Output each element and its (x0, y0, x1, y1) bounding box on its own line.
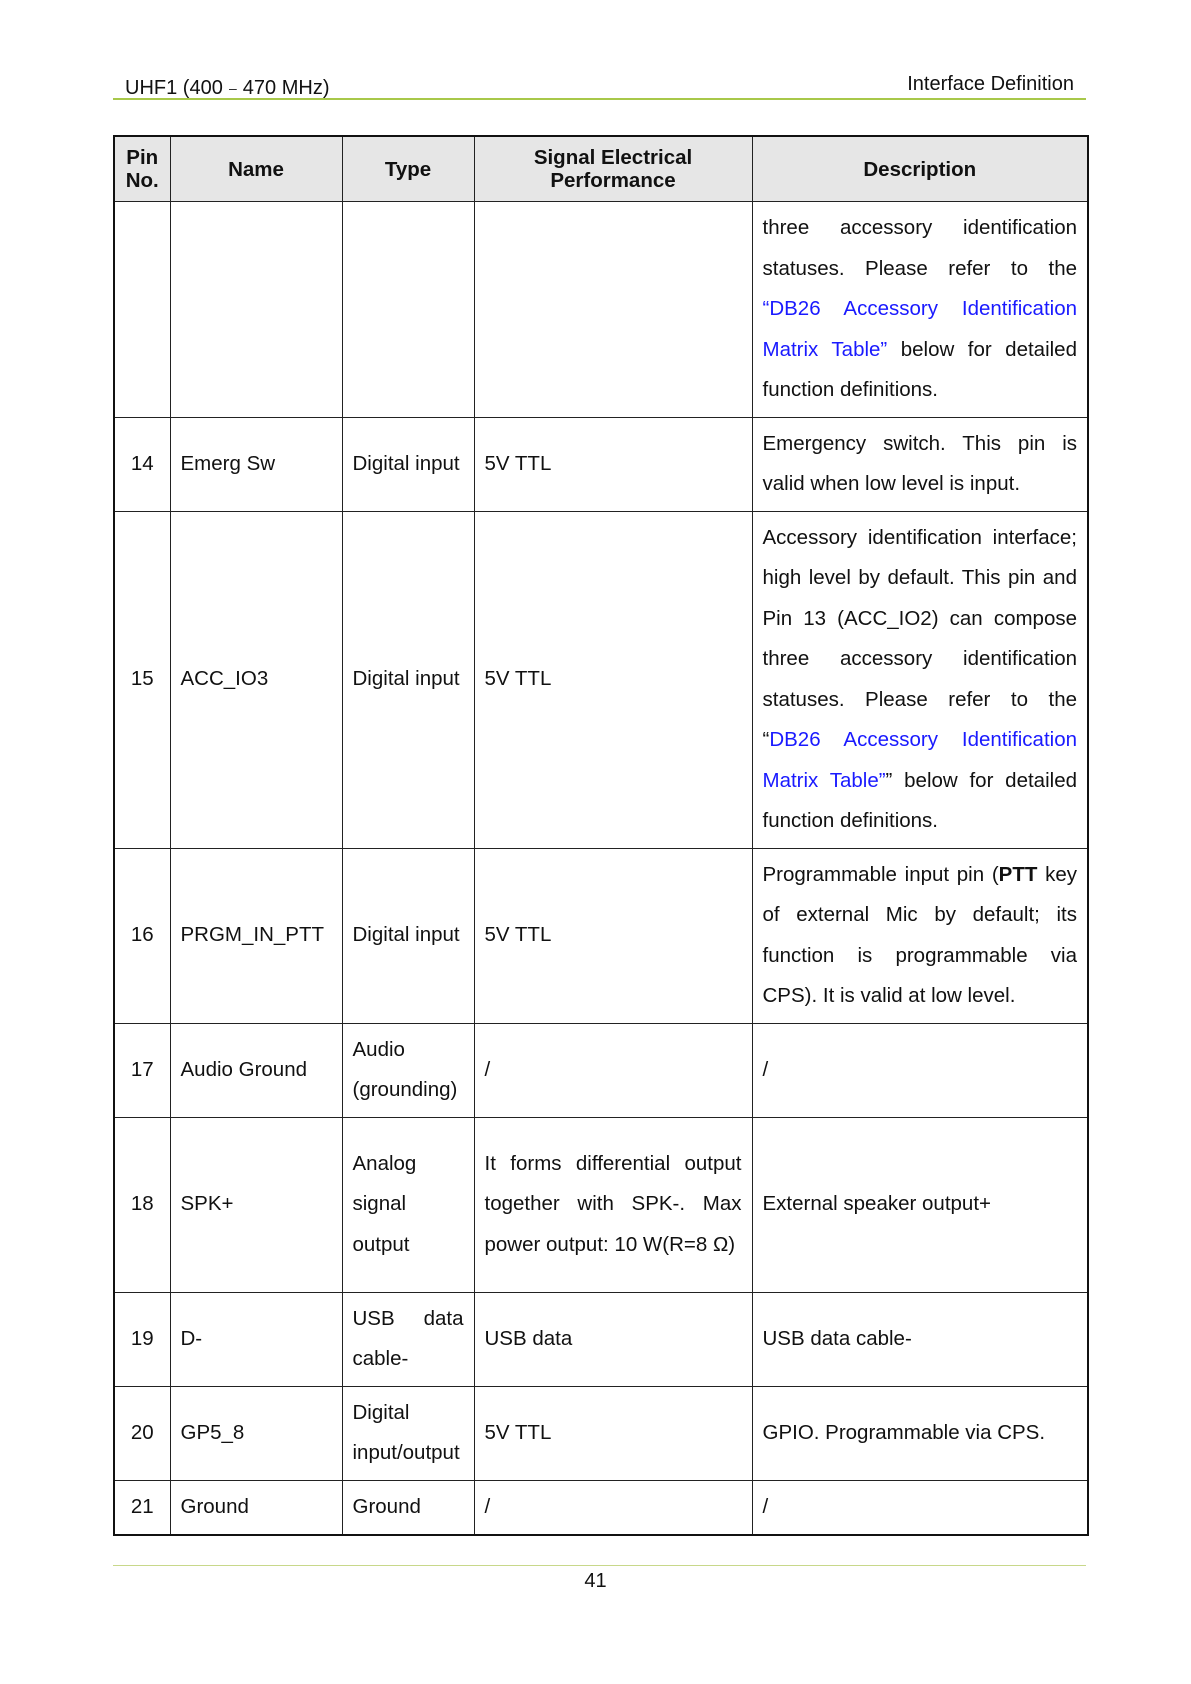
cell-signal: 5V TTL (474, 1386, 752, 1480)
cell-description: Emergency switch. This pin is valid when low level is input. (752, 417, 1088, 511)
matrix-table-link[interactable]: “DB26 Accessory Identification Matrix Table” (762, 297, 1077, 361)
cell-signal: It forms differential output together with SPK-. Max power output: 10 W(R=8 Ω) (474, 1117, 752, 1292)
cell-signal: / (474, 1480, 752, 1535)
cell-description: Programmable input pin (PTT key of external Mic by default; its function is programmable via CPS). It is valid at low level. (752, 848, 1088, 1023)
cell-name: PRGM_IN_PTT (170, 848, 342, 1023)
cell-name: Audio Ground (170, 1023, 342, 1117)
cell-name: SPK+ (170, 1117, 342, 1292)
table-row (114, 1480, 1088, 1535)
cell-name: D- (170, 1292, 342, 1386)
cell-pin: 17 (114, 1023, 170, 1117)
cell-description: External speaker output+ (752, 1117, 1088, 1292)
table-row (114, 511, 1088, 848)
header-section-title: Interface Definition (907, 73, 1074, 95)
table-row (114, 1386, 1088, 1480)
cell-pin: 21 (114, 1480, 170, 1535)
table-row (114, 1292, 1088, 1386)
cell-type: Digital input/output (342, 1386, 474, 1480)
cell-signal: 5V TTL (474, 417, 752, 511)
pin-definition-table (113, 135, 1089, 1536)
cell-type: USB data cable- (342, 1292, 474, 1386)
cell-description: three accessory identification statuses. Please refer to the “DB26 Accessory Identification Matrix Table” below for detailed function definitions. (752, 202, 1088, 418)
ptt-bold-text: PTT (998, 862, 1038, 886)
column-header-name: Name (170, 136, 342, 202)
table-row-continued (114, 202, 1088, 418)
cell-type: Ground (342, 1480, 474, 1535)
header-product-title: UHF1 (400﹣470 MHz) (125, 77, 330, 99)
cell-type: Digital input (342, 417, 474, 511)
column-header-description: Description (752, 136, 1088, 202)
cell-description: USB data cable- (752, 1292, 1088, 1386)
cell-pin: 14 (114, 417, 170, 511)
cell-signal: 5V TTL (474, 511, 752, 848)
cell-description: / (752, 1023, 1088, 1117)
table-row (114, 1117, 1088, 1292)
cell-pin: 16 (114, 848, 170, 1023)
cell-signal: / (474, 1023, 752, 1117)
cell-description: / (752, 1480, 1088, 1535)
cell-name: GP5_8 (170, 1386, 342, 1480)
table-header-row (114, 136, 1088, 202)
cell-pin: 20 (114, 1386, 170, 1480)
footer-divider (113, 1565, 1086, 1566)
cell-type: Digital input (342, 848, 474, 1023)
cell-name: ACC_IO3 (170, 511, 342, 848)
page-number: 41 (584, 1570, 607, 1592)
column-header-type: Type (342, 136, 474, 202)
matrix-table-link[interactable]: DB26 Accessory Identification Matrix Table” (762, 728, 1077, 792)
cell-description: Accessory identification interface; high level by default. This pin and Pin 13 (ACC_IO2) can compose three accessory identification statuses. Please refer to the “DB26 Accessory Identification Matrix Table”” below for detailed function definitions. (752, 511, 1088, 848)
table-row (114, 848, 1088, 1023)
cell-type: Digital input (342, 511, 474, 848)
cell-pin: 18 (114, 1117, 170, 1292)
column-header-pin-no: Pin No. (114, 136, 170, 202)
cell-description: GPIO. Programmable via CPS. (752, 1386, 1088, 1480)
cell-type: Audio (grounding) (342, 1023, 474, 1117)
cell-signal: 5V TTL (474, 848, 752, 1023)
table-row (114, 417, 1088, 511)
cell-signal: USB data (474, 1292, 752, 1386)
page-header (113, 68, 1086, 100)
table-row (114, 1023, 1088, 1117)
cell-pin: 15 (114, 511, 170, 848)
cell-pin: 19 (114, 1292, 170, 1386)
cell-type: Analog signal output (342, 1117, 474, 1292)
column-header-signal: Signal Electrical Performance (474, 136, 752, 202)
cell-name: Ground (170, 1480, 342, 1535)
cell-name: Emerg Sw (170, 417, 342, 511)
